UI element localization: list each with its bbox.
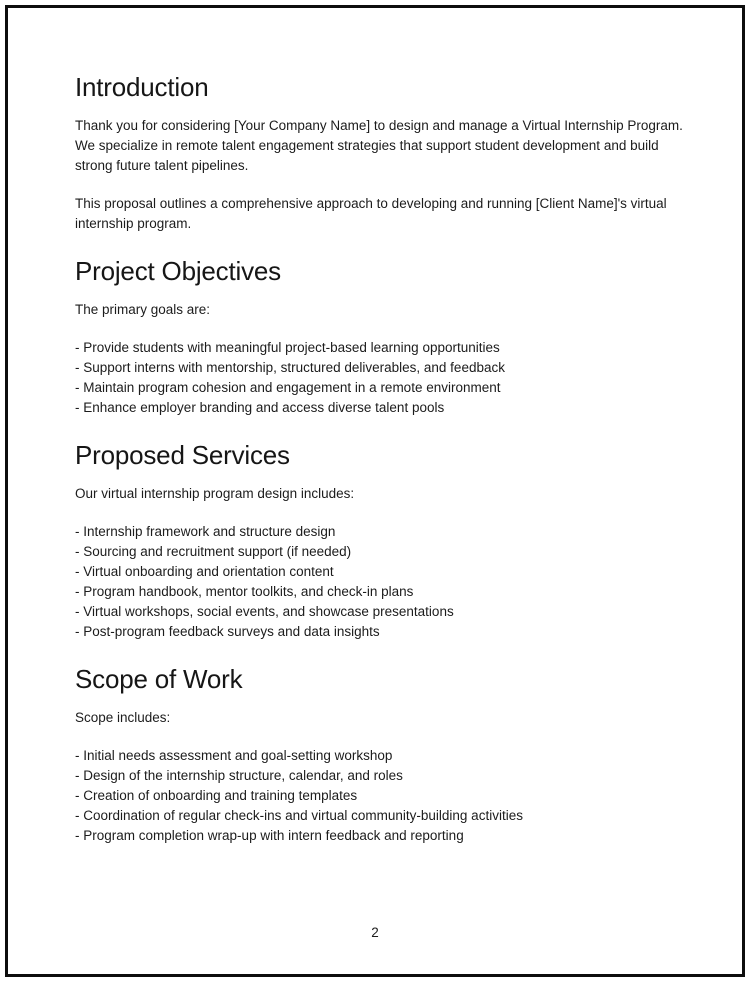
list-item: - Provide students with meaningful project-based learning opportunities (75, 340, 500, 355)
text-line: Scope includes: (75, 710, 171, 725)
list-item: - Coordination of regular check-ins and virtual community-building activities (75, 808, 523, 823)
text-line: internship program. (75, 216, 192, 231)
list-item: - Creation of onboarding and training templates (75, 788, 358, 803)
list-item: - Support interns with mentorship, structured deliverables, and feedback (75, 360, 505, 375)
list-item: - Internship framework and structure design (75, 524, 336, 539)
page-border (5, 5, 745, 977)
text-line: We specialize in remote talent engagement strategies that support student development and build (75, 138, 659, 153)
page-number: 2 (371, 925, 379, 940)
section-heading: Introduction (75, 72, 209, 102)
paragraph (75, 484, 678, 504)
section-heading: Scope of Work (75, 664, 243, 694)
list-item: - Virtual onboarding and orientation content (75, 564, 334, 579)
section-project-objectives (75, 256, 678, 418)
document-body (8, 8, 742, 846)
services-list (75, 522, 678, 642)
list-item: - Post-program feedback surveys and data insights (75, 624, 380, 639)
list-item: - Initial needs assessment and goal-setting workshop (75, 748, 393, 763)
paragraph (75, 300, 678, 320)
text-line: Our virtual internship program design includes: (75, 486, 355, 501)
objectives-list (75, 338, 678, 418)
text-line: This proposal outlines a comprehensive approach to developing and running [Client Name]'s virtual (75, 196, 667, 211)
list-item: - Program handbook, mentor toolkits, and check-in plans (75, 584, 414, 599)
list-item: - Program completion wrap-up with intern feedback and reporting (75, 828, 464, 843)
list-item: - Virtual workshops, social events, and showcase presentations (75, 604, 454, 619)
text-line: Thank you for considering [Your Company Name] to design and manage a Virtual Internship Program. (75, 118, 683, 133)
section-scope-of-work (75, 664, 678, 846)
scope-list (75, 746, 678, 846)
list-item: - Design of the internship structure, calendar, and roles (75, 768, 403, 783)
section-introduction (75, 72, 683, 234)
section-proposed-services (75, 440, 678, 642)
section-heading: Proposed Services (75, 440, 290, 470)
list-item: - Sourcing and recruitment support (if needed) (75, 544, 352, 559)
section-heading: Project Objectives (75, 256, 281, 286)
paragraph (75, 194, 678, 234)
list-item: - Maintain program cohesion and engagement in a remote environment (75, 380, 501, 395)
text-line: The primary goals are: (75, 302, 211, 317)
text-line: strong future talent pipelines. (75, 158, 249, 173)
paragraph (75, 708, 678, 728)
list-item: - Enhance employer branding and access diverse talent pools (75, 400, 445, 415)
paragraph (75, 116, 683, 176)
